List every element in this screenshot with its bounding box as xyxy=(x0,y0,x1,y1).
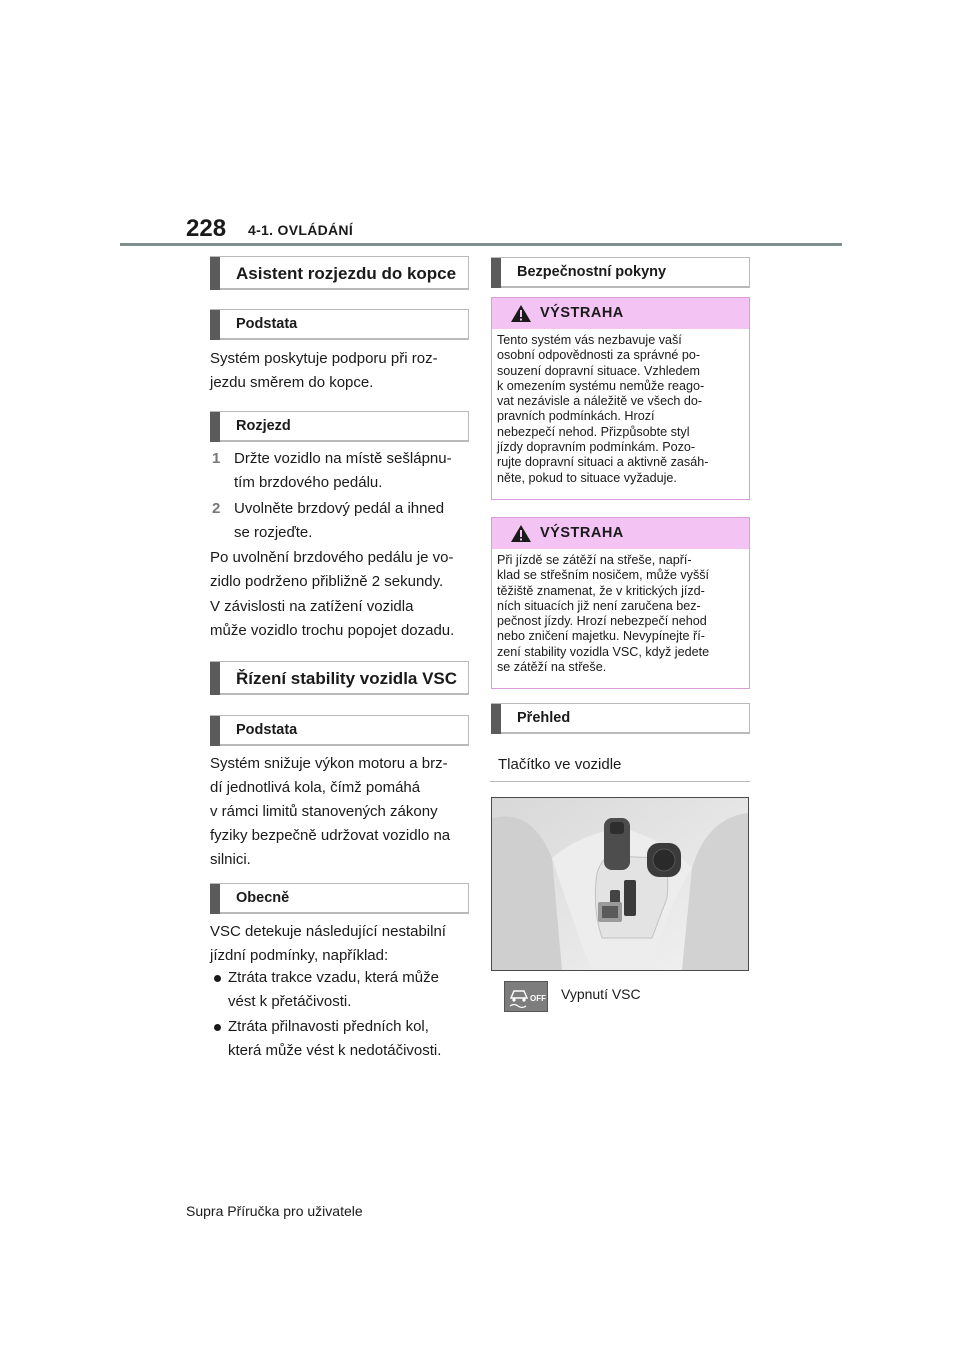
drive-off-heading: Rozjezd xyxy=(210,411,469,442)
header-rule xyxy=(120,243,842,246)
basics-text: Systém poskytuje podporu při roz- jezdu směrem do kopce. xyxy=(210,350,438,391)
warning-box xyxy=(491,297,750,500)
list-item: Ztráta trakce vzadu, která může vést k přetáčivosti. xyxy=(210,966,475,1014)
vsc-heading: Řízení stability vozidla VSC xyxy=(210,661,469,695)
figure-label: Tlačítko ve vozidle xyxy=(498,756,622,773)
warning-title: VÝSTRAHA xyxy=(540,305,624,321)
vsc-off-caption: Vypnutí VSC xyxy=(561,986,641,1002)
general-text: VSC detekuje následující nestabilní jízdní podmínky, například: xyxy=(210,923,446,964)
safety-heading: Bezpečnostní pokyny xyxy=(491,257,750,288)
hill-assist-heading: Asistent rozjezdu do kopce xyxy=(210,256,469,290)
general-heading: Obecně xyxy=(210,883,469,914)
warning-text: Při jízdě se zátěží na střeše, napří- klad se střešním nosičem, může vyšší těžiště znamenat, že v kritických jízd- ních situacích již není zaručena bez- pečnost jízdy. Hrozí nebezpečí nehod nebo zničení majetku. Nevypínejte ří- zení stability vozidla VSC, když jedete se zátěží na střeše. xyxy=(497,553,710,675)
vsc-basics-text: Systém snižuje výkon motoru a brz- dí jednotlivá kola, čímž pomáhá v rámci limitů stanovených zákony fyziky bezpečně udržovat vozidlo na silnici. xyxy=(210,755,451,868)
bullet-icon xyxy=(214,1024,221,1031)
basics-heading: Podstata xyxy=(210,309,469,340)
warning-box xyxy=(491,517,750,689)
footer-text: Supra Příručka pro uživatele xyxy=(186,1203,363,1219)
warning-title: VÝSTRAHA xyxy=(540,525,624,541)
step-1: 1 Držte vozidlo na místě sešlápnu- tím brzdového pedálu. xyxy=(212,450,452,491)
vsc-basics-heading: Podstata xyxy=(210,715,469,746)
center-console-photo xyxy=(491,797,749,971)
warning-triangle-icon xyxy=(510,524,532,543)
page-number: 228 xyxy=(186,215,227,242)
vsc-off-icon xyxy=(504,981,548,1012)
step-2: 2 Uvolněte brzdový pedál a ihned se rozjeďte. xyxy=(212,500,445,541)
load-note: V závislosti na zatížení vozidla může vozidlo trochu popojet dozadu. xyxy=(210,598,455,639)
figure-rule xyxy=(490,781,750,782)
list-item: Ztráta přilnavosti předních kol, která může vést k nedotáčivosti. xyxy=(210,1015,475,1063)
bullet-icon xyxy=(214,975,221,982)
overview-heading: Přehled xyxy=(491,703,750,734)
release-note: Po uvolnění brzdového pedálu je vo- zidlo podrženo přibližně 2 sekundy. xyxy=(210,549,454,590)
section-title: 4-1. OVLÁDÁNÍ xyxy=(248,222,354,238)
warning-text: Tento systém vás nezbavuje vaší osobní odpovědnosti za správné po- souzení dopravní situace. Vzhledem k omezením systému nemůže reago- vat nezávisle a náležitě ve všech do- pravních podmínkách. Hrozí nebezpečí nehod. Přizpůsobte styl jízdy dopravním podmínkám. Pozo- rujte dopravní situaci a aktivně zasáh- něte, pokud to situace vyžaduje. xyxy=(497,333,709,485)
vsc-off-label: OFF xyxy=(530,994,546,1003)
warning-triangle-icon xyxy=(510,304,532,323)
